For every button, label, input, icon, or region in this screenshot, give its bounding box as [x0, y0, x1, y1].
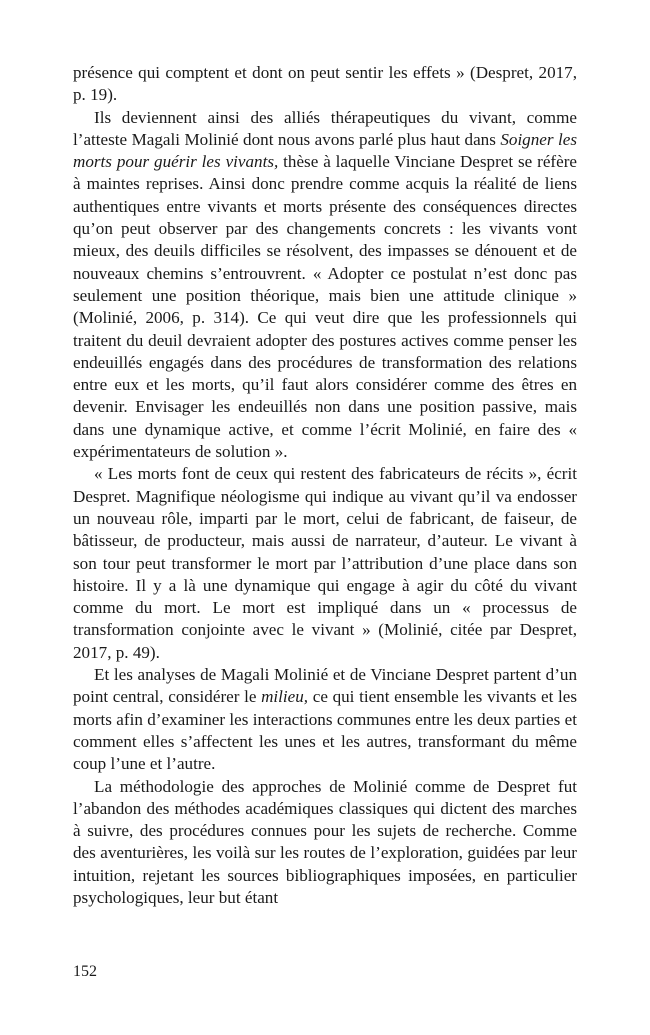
paragraph-3: [73, 463, 577, 664]
text-run: thèse à laquelle Vinciane Despret se réfère à maintes reprises. Ainsi donc prendre comme acquis la réalité de liens authentiques entre vivants et morts présente des conséquences directes qu’on peut observer par des changements concrets : les vivants vont mieux, des deuils difficiles se résolvent, des impasses se dénouent et de nouveaux chemins s’entrouvrent. « Adopter ce postulat n’est donc pas seulement une position théorique, mais bien une attitude clinique » (Molinié, 2006, p. 314). Ce qui veut dire que les professionnels qui traitent du deuil devraient adopter des postures actives comme penser les endeuillés engagés dans des procédures de transformation des relations entre eux et les morts, qu’il faut alors considérer comme des êtres en devenir. Envisager les endeuillés non dans une position passive, mais dans une dynamique active, et comme l’écrit Molinié, en faire des « expérimentateurs de solution ».: [73, 152, 577, 462]
text-run: présence qui comptent et dont on peut sentir les effets » (Despret, 2017, p. 19).: [73, 63, 577, 105]
paragraph-4: [73, 664, 577, 775]
page-body: [73, 62, 577, 909]
text-run: ce qui tient ensemble les vivants et les morts afin d’examiner les interactions communes entre les deux parties et comment elles s’affectent les unes et les autres, transformant du même coup l’une et l’autre.: [73, 687, 577, 774]
text-run: « Les morts font de ceux qui restent des fabricateurs de récits », écrit Despret. Magnifique néologisme qui indique au vivant qu’il va endosser un nouveau rôle, imparti par le mort, celui de fabricant, de faiseur, de bâtisseur, de producteur, mais aussi de narrateur, d’auteur. Le vivant à son tour peut transformer le mort par l’attribution d’une place dans son histoire. Il y a là une dynamique qui engage à agir du côté du vivant comme du mort. Le mort est impliqué dans un « processus de transformation conjointe avec le vivant » (Molinié, citée par Despret, 2017, p. 49).: [73, 464, 577, 662]
text-run: Ils deviennent ainsi des alliés thérapeutiques du vivant, comme l’atteste Magali Molinié dont nous avons parlé plus haut dans: [73, 107, 577, 149]
text-run: Et les analyses de Magali Molinié et de Vinciane Despret partent d’un point central, considérer le: [73, 665, 577, 707]
text-run: La méthodologie des approches de Molinié comme de Despret fut l’abandon des méthodes académiques classiques qui dictent des marches à suivre, des procédures connues pour les sujets de recherche. Comme des aventurières, les voilà sur les routes de l’exploration, guidées par leur intuition, rejetant les sources bibliographiques imposées, en particulier psychologiques, leur but étant: [73, 776, 577, 907]
emphasis-milieu: milieu,: [261, 687, 309, 707]
book-title: Soigner les morts pour guérir les vivants,: [73, 129, 577, 172]
paragraph-2: [73, 107, 577, 464]
paragraph-5: [73, 776, 577, 910]
page-number: 152: [73, 963, 97, 980]
paragraph-1: [73, 62, 577, 107]
